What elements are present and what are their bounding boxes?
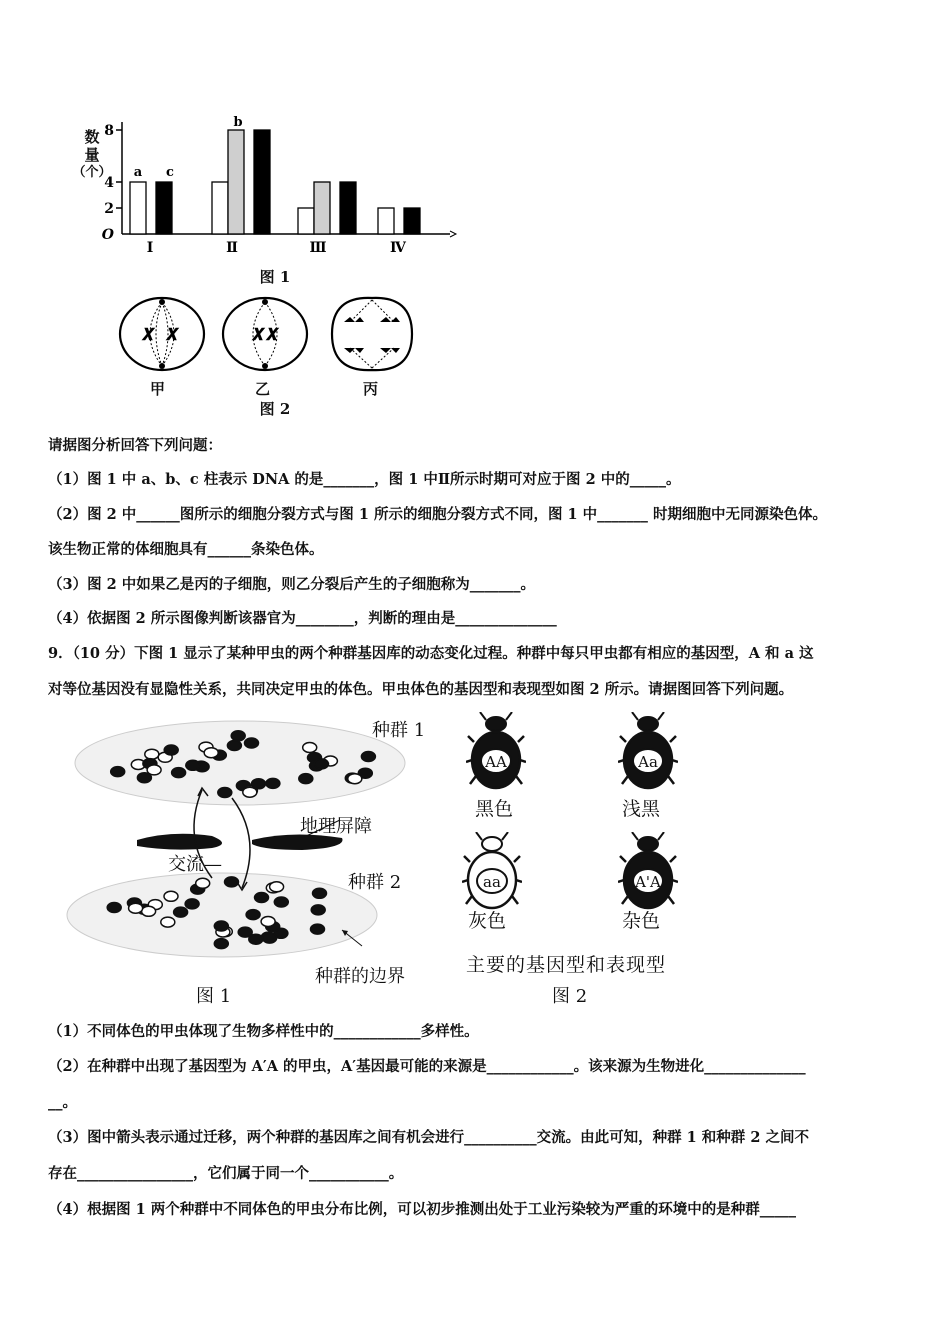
bar-c-0 [156, 182, 172, 234]
x-tick-label-3: Ⅳ [390, 240, 406, 256]
q8-line4: （3）图 2 中如果乙是丙的子细胞，则乙分裂后产生的子细胞称为_______。 [48, 576, 536, 593]
data-label-c: c [166, 165, 174, 180]
figure2-cells [110, 292, 440, 382]
population-beetle [214, 939, 228, 949]
population-beetle [245, 738, 259, 748]
q8-line5: （4）依据图 2 所示图像判断该器官为________，判断的理由是______________ [48, 610, 557, 627]
x-axis-arrow [450, 231, 456, 237]
population-beetle [311, 924, 325, 934]
q8-line3: 该生物正常的体细胞具有______条染色体。 [48, 541, 324, 558]
genotype-aa: aa [483, 873, 501, 891]
population-beetle [315, 759, 329, 769]
population-beetle [361, 752, 375, 762]
color-lightblack: 浅黑 [622, 798, 661, 820]
genotype-A'A: A'A [635, 873, 661, 891]
bar-c-1 [254, 130, 270, 234]
exchange-label: 交流— [168, 854, 222, 875]
barrier-label: 地理屏障 [300, 816, 372, 837]
color-mixed: 杂色 [622, 910, 661, 932]
population-beetle [111, 767, 125, 777]
population-beetle [348, 774, 362, 784]
q9-answer1: （1）不同体色的甲虫体现了生物多样性中的____________多样性。 [48, 1023, 479, 1040]
cell-label-yi: 乙 [255, 380, 271, 398]
bar-chart-svg [60, 112, 460, 287]
q9-answer2a: （2）在种群中出现了基因型为 A′A 的甲虫，A′基因最可能的来源是____________。该来源为生物进化______________ [48, 1058, 806, 1075]
pop2-label: 种群 2 [348, 872, 402, 893]
population-beetle [161, 917, 175, 927]
color-gray: 灰色 [468, 910, 507, 932]
color-black: 黑色 [475, 798, 514, 820]
population-beetle [218, 788, 232, 798]
q9-line1: 9．（10 分）下图 1 显示了某种甲虫的两个种群基因库的动态变化过程。种群中每只甲虫都有相应的基因型，A 和 a 这 [48, 645, 814, 662]
beetle-shape [638, 717, 658, 731]
y-tick-label-8: 8 [104, 123, 114, 139]
svg-text:𝑿: 𝑿 [142, 325, 155, 344]
x-tick-label-2: Ⅲ [309, 240, 327, 256]
population-beetle [147, 765, 161, 775]
cell-bing [332, 298, 412, 370]
exchange-text: 交流 [168, 854, 204, 875]
population-beetle [227, 741, 241, 751]
population-beetle [246, 910, 260, 920]
population-beetle [249, 934, 263, 944]
population-beetle [270, 882, 284, 892]
population-beetle [303, 743, 317, 753]
pop1-label: 种群 1 [372, 720, 426, 741]
cells-svg [110, 292, 440, 382]
figure1-caption: 图 1 [259, 268, 291, 286]
figure1-bar-chart [60, 112, 460, 287]
data-label-a: a [133, 165, 143, 180]
population-beetle [214, 921, 228, 931]
population-beetle [255, 893, 269, 903]
q8-line1: （1）图 1 中 a、b、c 柱表示 DNA 的是_______，图 1 中Ⅱ所示时期可对应于图 2 中的_____。 [48, 471, 681, 488]
svg-text:𝑿: 𝑿 [166, 325, 179, 344]
population-beetle [107, 903, 121, 913]
y-tick-label-0: O [101, 227, 114, 243]
beetle-A'A-mixed [618, 832, 678, 912]
q9-fig2-subtitle: 主要的基因型和表现型 [466, 954, 667, 976]
q9-fig2-caption: 图 2 [552, 986, 588, 1007]
population-beetle [261, 917, 275, 927]
y-label-top: 数 [84, 128, 100, 146]
q9-fig1-caption: 图 1 [196, 986, 232, 1007]
population-beetle [196, 878, 210, 888]
beetle-Aa-lightblack [618, 712, 678, 792]
bar-a-0 [130, 182, 146, 234]
x-tick-label-0: Ⅰ [146, 240, 154, 256]
figure2-caption: 图 2 [259, 400, 291, 418]
population-beetle [263, 933, 277, 943]
population-beetle [225, 877, 239, 887]
q8-line2: （2）图 2 中______图所示的细胞分裂方式与图 1 所示的细胞分裂方式不同，图 1 中_______ 时期细胞中无同源染色体。 [48, 506, 827, 523]
population-beetle [185, 899, 199, 909]
boundary-label: 种群的边界 [315, 966, 405, 987]
population-beetle [266, 778, 280, 788]
population-beetle [186, 760, 200, 770]
population-beetle [204, 748, 218, 758]
y-label-bot: （个） [72, 165, 112, 180]
y-tick-label-4: 4 [104, 175, 114, 191]
q9-answer2b: __。 [48, 1094, 77, 1111]
beetle-aa-black [466, 712, 526, 792]
beetle-shape [638, 837, 658, 851]
population-beetle [172, 768, 186, 778]
cell-yi [223, 298, 307, 370]
cell-label-jia: 甲 [150, 380, 166, 398]
bar-c-3 [404, 208, 420, 234]
population-beetle [313, 888, 327, 898]
x-tick-label-1: Ⅱ [226, 240, 238, 256]
y-label-mid: 量 [84, 146, 100, 164]
cell-label-bing: 丙 [363, 380, 379, 398]
q9-answer4: （4）根据图 1 两个种群中不同体色的甲虫分布比例，可以初步推测出处于工业污染较为严重的环境中的是种群_____ [48, 1201, 797, 1218]
q9-answer3a: （3）图中箭头表示通过迁移，两个种群的基因库之间有机会进行__________交流。由此可知，种群 1 和种群 2 之间不 [48, 1129, 809, 1146]
beetle-shape [482, 837, 502, 851]
population-beetle [274, 897, 288, 907]
population-beetle [299, 774, 313, 784]
svg-text:𝑿: 𝑿 [252, 325, 265, 344]
q8-intro: 请据图分析回答下列问题： [48, 437, 222, 454]
genotype-Aa: Aa [638, 753, 658, 771]
population-beetle [231, 731, 245, 741]
genotype-AA: AA [485, 753, 507, 771]
population-beetle [145, 749, 159, 759]
beetle-shape [486, 717, 506, 731]
population-beetle [129, 903, 143, 913]
q9-line2: 对等位基因没有显隐性关系，共同决定甲虫的体色。甲虫体色的基因型和表现型如图 2 所示。请据图回答下列问题。 [48, 681, 794, 698]
bar-a-1 [212, 182, 228, 234]
svg-text:𝑿: 𝑿 [266, 325, 279, 344]
population-beetle [142, 906, 156, 916]
data-label-b: b [233, 115, 243, 130]
y-axis-label [68, 128, 116, 182]
bar-c-2 [340, 182, 356, 234]
bar-b-1 [228, 130, 244, 234]
bar-a-3 [378, 208, 394, 234]
bar-b-2 [314, 182, 330, 234]
q9-answer3b: 存在________________，它们属于同一个___________。 [48, 1165, 404, 1182]
population-beetle [164, 891, 178, 901]
cell-jia [120, 298, 204, 370]
population-beetle [164, 745, 178, 755]
y-tick-label-2: 2 [104, 201, 114, 217]
population-svg [62, 708, 452, 978]
bar-a-2 [298, 208, 314, 234]
beetle-aa-gray [462, 832, 522, 912]
population-beetle [252, 779, 266, 789]
population-beetle [174, 907, 188, 917]
population-beetle [311, 905, 325, 915]
